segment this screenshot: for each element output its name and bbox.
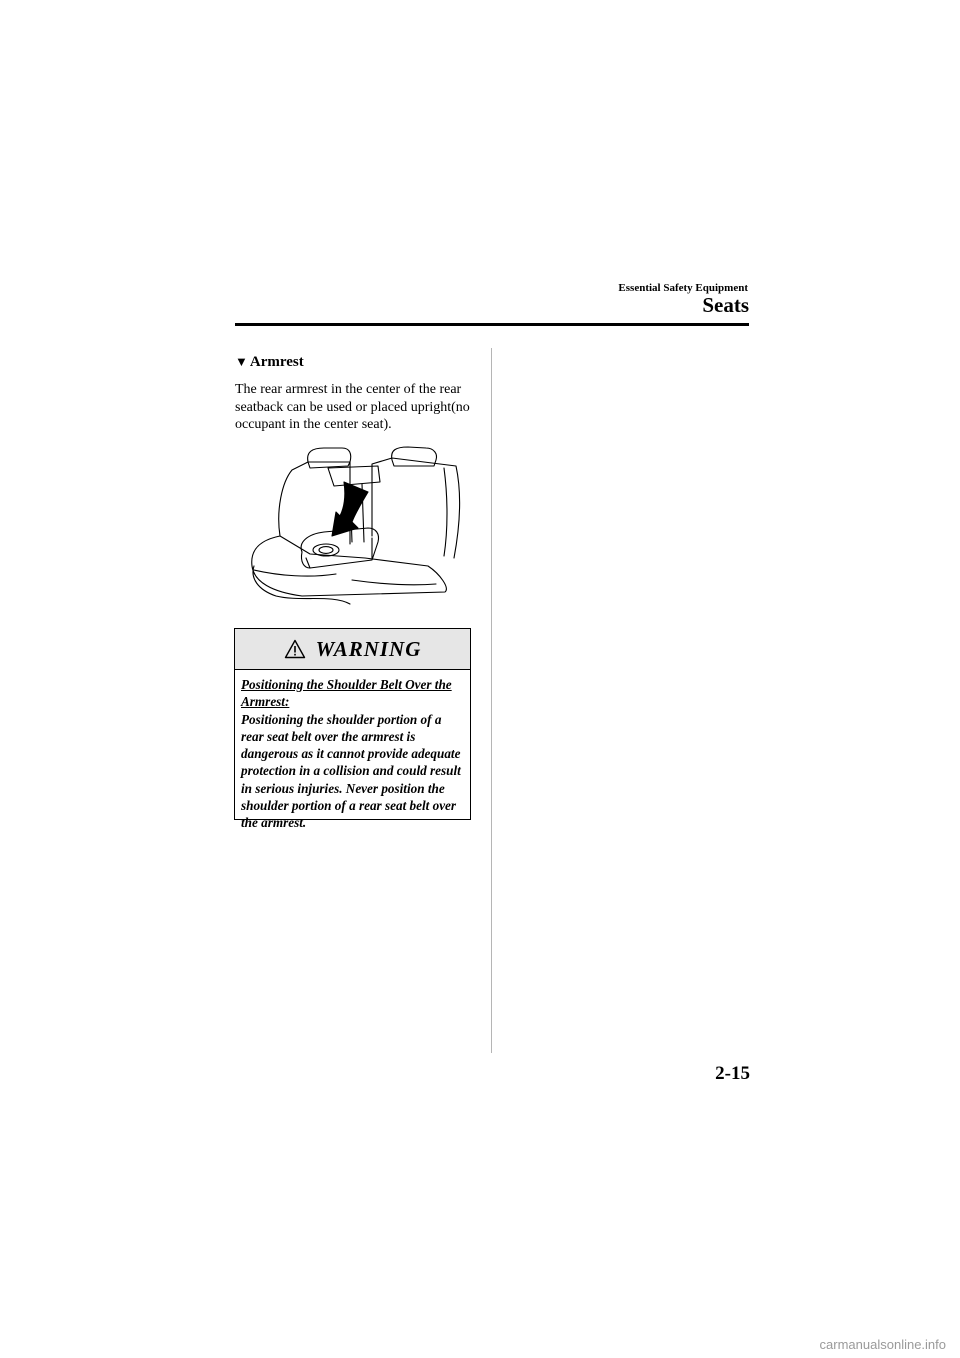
body-paragraph: The rear armrest in the center of the rear seatback can be used or placed upright(no occupant in the center seat). [235,382,470,432]
triangle-marker: ▼ [235,354,248,369]
chapter-title: Essential Safety Equipment [618,282,748,294]
header-rule [235,323,749,326]
warning-title: WARNING [315,636,422,661]
subheading-text: Armrest [249,354,304,370]
warning-box [234,628,471,831]
column-divider [491,348,492,1053]
warning-header [235,629,470,670]
section-title: Seats [702,293,749,317]
rear-seat-armrest-illustration [240,446,465,606]
watermark: carmanualsonline.info [819,1337,946,1352]
subheading [235,354,304,371]
warning-triangle-icon [284,639,306,659]
warning-body [235,670,470,832]
warning-subtitle: Positioning the Shoulder Belt Over the Armrest: [241,677,452,710]
warning-text: Positioning the shoulder portion of a rear seat belt over the armrest is dangerous as it cannot provide adequate protection in a collision and could result in serious injuries. Never position the shoulder portion of a rear seat belt over the armrest. [241,711,461,831]
page-number: 2-15 [715,1063,750,1084]
